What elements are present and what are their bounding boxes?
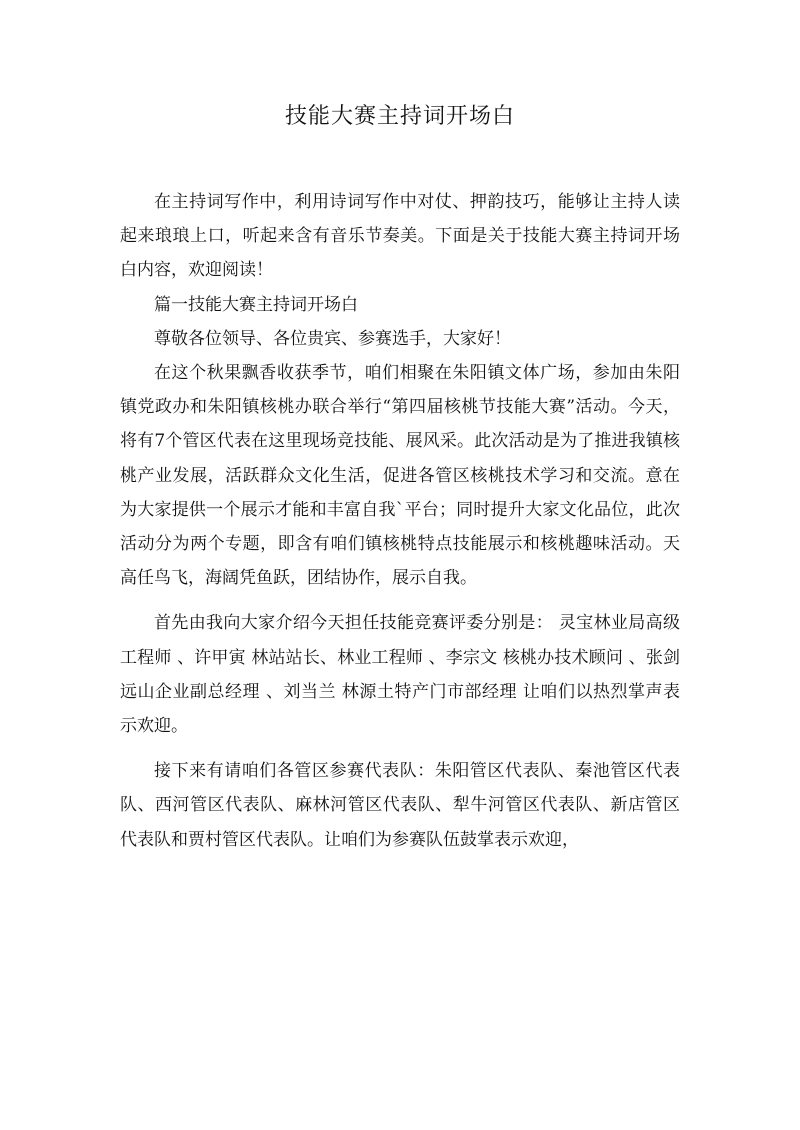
greeting-paragraph: 尊敬各位领导、各位贵宾、参赛选手，大家好！ xyxy=(154,328,511,349)
page-title: 技能大赛主持词开场白 xyxy=(284,104,515,129)
document-body xyxy=(120,185,680,857)
event-paragraph: 在这个秋果飘香收获季节，咱们相聚在朱阳镇文体广场，参加由朱阳镇党政办和朱阳镇核桃办联合举行“第四届核桃节技能大赛”活动。今天，将有7个管区代表在这里现场竞技能、展风采。此次活动是为了推进我镇核桃产业发展，活跃群众文化生活，促进各管区核桃技术学习和交流。意在为大家提供一个展示才能和丰富自我`平台；同时提升大家文化品位，此次活动分为两个专题，即含有咱们镇核桃特点技能展示和核桃趣味活动。天高任鸟飞，海阔凭鱼跃，团结协作，展示自我。 xyxy=(120,363,680,589)
teams-paragraph: 接下来有请咱们各管区参赛代表队：朱阳管区代表队、秦池管区代表队、西河管区代表队、麻林河管区代表队、犁牛河管区代表队、新店管区代表队和贾村管区代表队。让咱们为参赛队伍鼓掌表示欢迎， xyxy=(120,761,680,850)
intro-paragraph: 在主持词写作中，利用诗词写作中对仗、押韵技巧，能够让主持人读起来琅琅上口，听起来含有音乐节奏美。下面是关于技能大赛主持词开场白内容，欢迎阅读！ xyxy=(120,192,680,281)
section-heading: 篇一技能大赛主持词开场白 xyxy=(154,294,358,315)
judges-paragraph: 首先由我向大家介绍今天担任技能竞赛评委分别是： 灵宝林业局高级工程师 、许甲寅 林站站长、林业工程师 、李宗文 核桃办技术顾问 、张剑 远山企业副总经理 、刘当兰 林源土特产门市部经理 让咱们以热烈掌声表示欢迎。 xyxy=(120,613,680,737)
